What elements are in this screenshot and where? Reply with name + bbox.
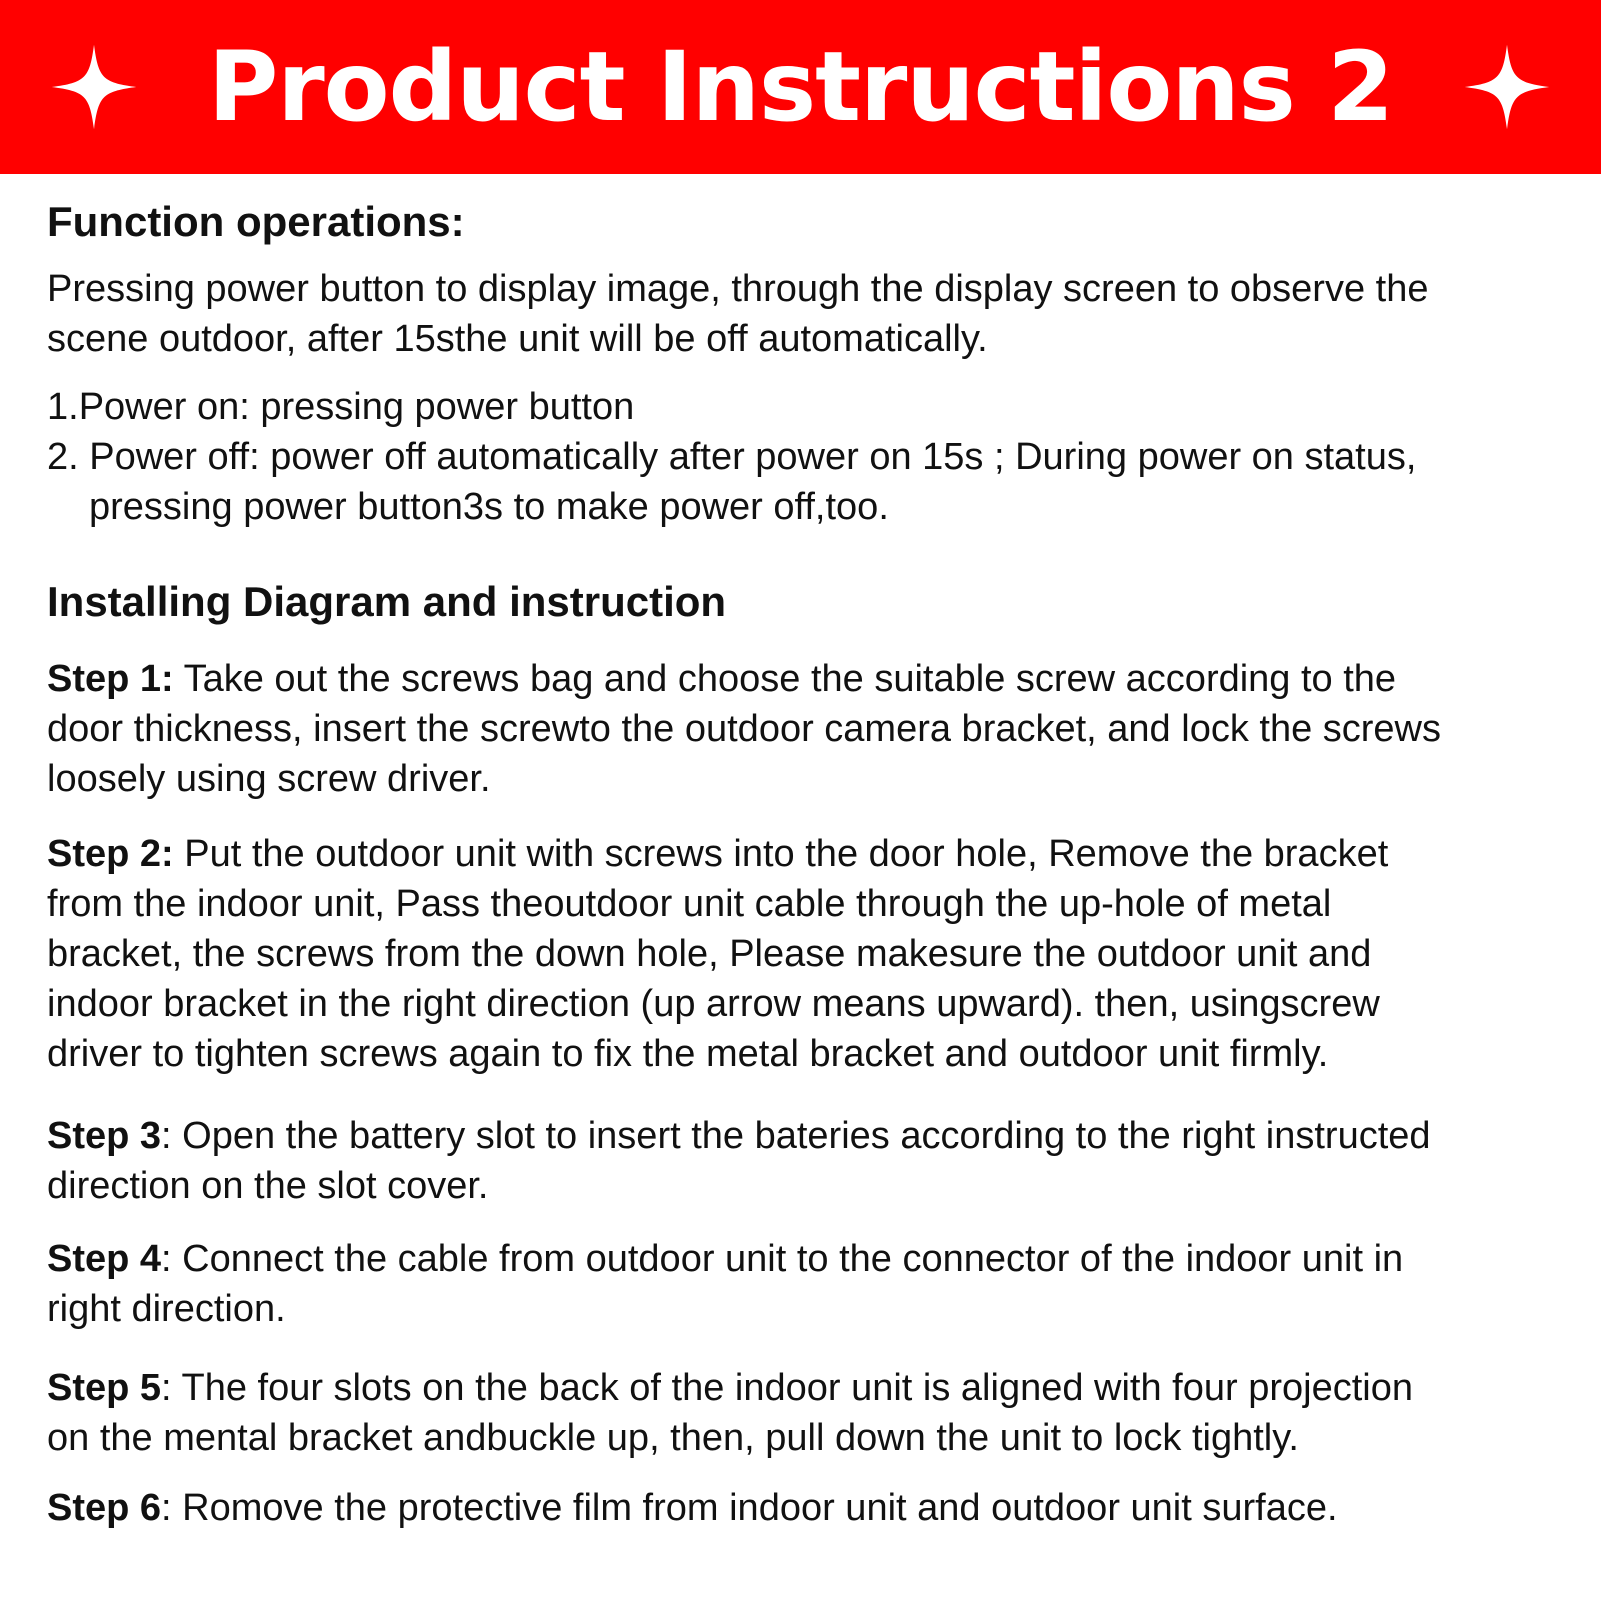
step-6 [47, 1483, 1338, 1533]
text-line: scene outdoor, after 15sthe unit will be off automatically. [47, 318, 988, 360]
step-text: : Romove the protective film from indoor unit and outdoor unit surface. [161, 1487, 1338, 1529]
step-text: loosely using screw driver. [47, 758, 491, 800]
step-4 [47, 1234, 1403, 1334]
step-label: Step 6 [47, 1487, 162, 1529]
step-text: direction on the slot cover. [47, 1165, 489, 1207]
step-label: Step 5 [47, 1367, 162, 1409]
step-text: Put the outdoor unit with screws into the door hole, Remove the bracket [173, 833, 1389, 875]
header-banner [0, 0, 1601, 174]
page-title: Product Instructions 2 [207, 31, 1394, 143]
step-label: Step 3 [47, 1115, 162, 1157]
step-text: on the mental bracket andbuckle up, then, pull down the unit to lock tightly. [47, 1417, 1299, 1459]
four-point-star-icon [50, 43, 138, 131]
function-list [47, 382, 1416, 532]
step-3 [47, 1111, 1431, 1211]
text-line: Pressing power button to display image, through the display screen to observe the [47, 268, 1429, 310]
list-item: 2. Power off: power off automatically after power on 15s ; During power on status, [47, 436, 1417, 478]
step-text: : Open the battery slot to insert the bateries according to the right instructed [161, 1115, 1431, 1157]
install-heading: Installing Diagram and instruction [47, 578, 727, 625]
list-item-continuation: pressing power button3s to make power off,too. [89, 486, 889, 528]
step-text: : Connect the cable from outdoor unit to the connector of the indoor unit in [161, 1238, 1404, 1280]
step-2 [47, 829, 1388, 1079]
list-item: 1.Power on: pressing power button [47, 386, 635, 428]
step-label: Step 1: [47, 658, 174, 700]
step-text: Take out the screws bag and choose the suitable screw according to the [173, 658, 1397, 700]
step-text: indoor bracket in the right direction (up arrow means upward). then, usingscrew [47, 983, 1380, 1025]
step-5 [47, 1363, 1413, 1463]
four-point-star-icon [1463, 43, 1551, 131]
step-1 [47, 654, 1441, 804]
step-text: : The four slots on the back of the indoor unit is aligned with four projection [161, 1367, 1413, 1409]
step-text: bracket, the screws from the down hole, Please makesure the outdoor unit and [47, 933, 1372, 975]
function-intro [47, 264, 1428, 364]
step-text: right direction. [47, 1288, 286, 1330]
step-text: driver to tighten screws again to fix the metal bracket and outdoor unit firmly. [47, 1033, 1329, 1075]
step-label: Step 4 [47, 1238, 162, 1280]
step-text: door thickness, insert the screwto the outdoor camera bracket, and lock the screws [47, 708, 1441, 750]
step-label: Step 2: [47, 833, 174, 875]
step-text: from the indoor unit, Pass theoutdoor unit cable through the up-hole of metal [47, 883, 1332, 925]
function-heading: Function operations: [47, 198, 465, 245]
